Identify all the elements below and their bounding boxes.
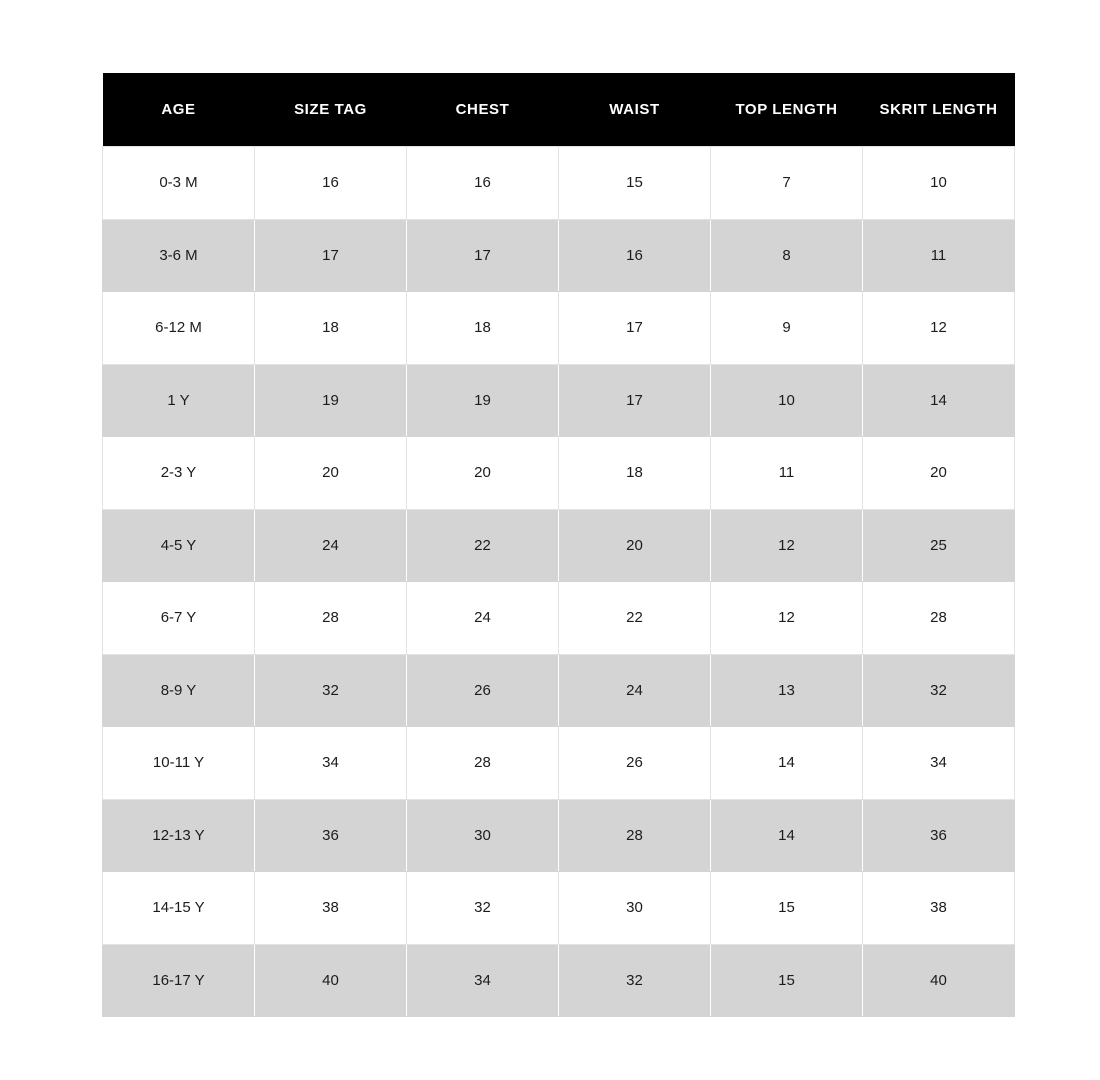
column-header-size-tag: SIZE TAG	[255, 73, 407, 147]
size-chart-table-wrapper	[102, 73, 1014, 1017]
cell-age: 6-7 Y	[103, 582, 255, 655]
cell-skirt-length: 34	[863, 727, 1015, 800]
cell-top-length: 7	[711, 147, 863, 220]
cell-size-tag: 20	[255, 437, 407, 510]
cell-size-tag: 36	[255, 799, 407, 872]
table-row	[103, 509, 1015, 582]
cell-waist: 28	[559, 799, 711, 872]
cell-chest: 32	[407, 872, 559, 945]
cell-size-tag: 24	[255, 509, 407, 582]
table-row	[103, 364, 1015, 437]
cell-age: 3-6 M	[103, 219, 255, 292]
cell-top-length: 15	[711, 872, 863, 945]
cell-age: 8-9 Y	[103, 654, 255, 727]
cell-top-length: 11	[711, 437, 863, 510]
cell-age: 14-15 Y	[103, 872, 255, 945]
cell-age: 1 Y	[103, 364, 255, 437]
cell-age: 6-12 M	[103, 292, 255, 365]
table-row	[103, 654, 1015, 727]
cell-chest: 20	[407, 437, 559, 510]
cell-chest: 30	[407, 799, 559, 872]
cell-chest: 26	[407, 654, 559, 727]
cell-age: 4-5 Y	[103, 509, 255, 582]
cell-waist: 15	[559, 147, 711, 220]
cell-skirt-length: 11	[863, 219, 1015, 292]
column-header-waist: WAIST	[559, 73, 711, 147]
cell-size-tag: 28	[255, 582, 407, 655]
cell-chest: 16	[407, 147, 559, 220]
column-header-chest: CHEST	[407, 73, 559, 147]
cell-skirt-length: 14	[863, 364, 1015, 437]
table-row	[103, 872, 1015, 945]
cell-skirt-length: 12	[863, 292, 1015, 365]
cell-top-length: 10	[711, 364, 863, 437]
cell-waist: 24	[559, 654, 711, 727]
table-row	[103, 799, 1015, 872]
cell-size-tag: 16	[255, 147, 407, 220]
cell-size-tag: 17	[255, 219, 407, 292]
table-row	[103, 437, 1015, 510]
table-row	[103, 219, 1015, 292]
cell-skirt-length: 10	[863, 147, 1015, 220]
table-header	[103, 73, 1015, 147]
cell-skirt-length: 28	[863, 582, 1015, 655]
cell-waist: 20	[559, 509, 711, 582]
cell-top-length: 9	[711, 292, 863, 365]
cell-skirt-length: 25	[863, 509, 1015, 582]
size-chart-table	[102, 73, 1015, 1017]
cell-skirt-length: 40	[863, 944, 1015, 1017]
cell-age: 10-11 Y	[103, 727, 255, 800]
cell-chest: 28	[407, 727, 559, 800]
cell-top-length: 13	[711, 654, 863, 727]
cell-waist: 22	[559, 582, 711, 655]
cell-chest: 18	[407, 292, 559, 365]
cell-skirt-length: 32	[863, 654, 1015, 727]
cell-chest: 22	[407, 509, 559, 582]
cell-waist: 17	[559, 292, 711, 365]
cell-waist: 16	[559, 219, 711, 292]
cell-age: 2-3 Y	[103, 437, 255, 510]
cell-waist: 32	[559, 944, 711, 1017]
table-row	[103, 727, 1015, 800]
column-header-age: AGE	[103, 73, 255, 147]
cell-waist: 17	[559, 364, 711, 437]
cell-size-tag: 19	[255, 364, 407, 437]
cell-chest: 19	[407, 364, 559, 437]
cell-age: 12-13 Y	[103, 799, 255, 872]
cell-top-length: 15	[711, 944, 863, 1017]
table-row	[103, 582, 1015, 655]
cell-skirt-length: 38	[863, 872, 1015, 945]
cell-age: 16-17 Y	[103, 944, 255, 1017]
cell-size-tag: 32	[255, 654, 407, 727]
table-row	[103, 944, 1015, 1017]
cell-size-tag: 34	[255, 727, 407, 800]
header-row	[103, 73, 1015, 147]
cell-top-length: 14	[711, 727, 863, 800]
cell-top-length: 14	[711, 799, 863, 872]
cell-chest: 34	[407, 944, 559, 1017]
cell-waist: 26	[559, 727, 711, 800]
cell-chest: 17	[407, 219, 559, 292]
cell-waist: 18	[559, 437, 711, 510]
cell-size-tag: 18	[255, 292, 407, 365]
cell-age: 0-3 M	[103, 147, 255, 220]
cell-chest: 24	[407, 582, 559, 655]
cell-top-length: 12	[711, 582, 863, 655]
table-row	[103, 292, 1015, 365]
cell-skirt-length: 20	[863, 437, 1015, 510]
cell-waist: 30	[559, 872, 711, 945]
cell-skirt-length: 36	[863, 799, 1015, 872]
table-body	[103, 147, 1015, 1017]
column-header-top-length: TOP LENGTH	[711, 73, 863, 147]
cell-top-length: 8	[711, 219, 863, 292]
table-row	[103, 147, 1015, 220]
cell-size-tag: 38	[255, 872, 407, 945]
cell-top-length: 12	[711, 509, 863, 582]
cell-size-tag: 40	[255, 944, 407, 1017]
column-header-skirt-length: SKRIT LENGTH	[863, 73, 1015, 147]
